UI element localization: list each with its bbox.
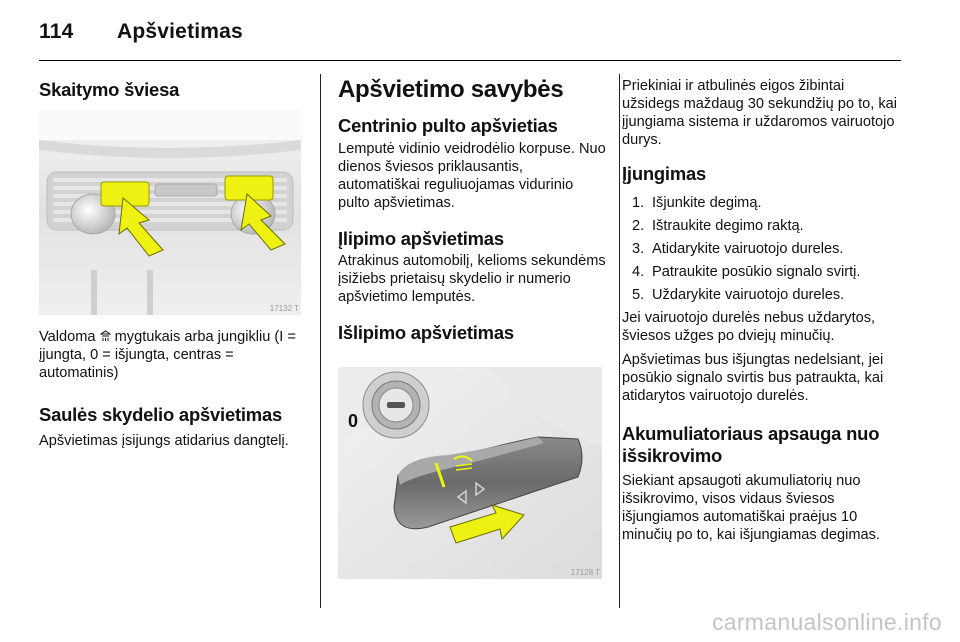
header-rule [39,60,901,61]
reading-light-illustration [39,110,301,315]
heading-console-lighting: Centrinio pulto apšvietias [338,115,558,136]
heading-reading-light: Skaitymo šviesa [39,79,180,100]
column-divider-2 [619,74,620,608]
reading-light-icon [100,329,111,341]
ignition-position-label: 0 [348,411,359,431]
step-item: 2. Ištraukite degimo raktą. [632,218,804,234]
figure-code-label: 17128 T [570,568,600,577]
right-column [622,77,904,544]
reading-text-part1: Valdoma [39,329,100,345]
heading-entry-lighting: Įlipimo apšvietimas [338,228,504,249]
watermark: carmanualsonline.info [711,609,942,635]
middle-column [338,76,608,344]
battery-text: Siekiant apsaugoti akumuliatorių nuo išsikrovimo, visos vidaus šviesos išjungiamos automatiškai praėjus 10 minučių po to, kai išjungiamas degimas. [622,473,880,543]
page-number: 114 [39,20,74,43]
console-text: Lemputė vidinio veidrodėlio korpuse. Nuo dienos šviesos priklausantis, automatiškai reguliuojamas vidurinio pulto apšvietimas. [338,141,606,211]
figure-code-label: 17132 T [269,304,299,313]
step-item: 3. Atidarykite vairuotojo dureles. [632,241,844,257]
entry-text: Atrakinus automobilį, kelioms sekundėms įsižiebs prietaisų skydelio ir numerio apšvietimo lemputės. [338,253,606,305]
column-divider-1 [320,74,321,608]
heading-visor-light: Saulės skydelio apšvietimas [39,404,283,425]
heading-exit-lighting: Išlipimo apšvietimas [338,322,514,343]
reading-text-part2: mygtukais arba jungikliu (I = įjungta, 0 = išjungta, centras = automatinis) [39,329,296,381]
left-column [39,79,307,101]
step-item: 5. Uždarykite vairuotojo dureles. [632,287,845,303]
steps-list [622,194,904,304]
reading-light-figure [39,110,301,315]
turn-signal-lever-illustration [338,367,602,579]
visor-text: Apšvietimas įsijungs atidarius dangtelį. [39,433,289,449]
exit-lighting-figure [338,367,602,579]
page-title: Apšvietimas [117,20,243,43]
reading-light-description [39,328,309,450]
heading-lighting-features: Apšvietimo savybės [338,76,564,103]
intro-text: Priekiniai ir atbulinės eigos žibintai užsidegs maždaug 30 sekundžių po to, kai įjungiama sistema ir uždaromos vairuotojo durys. [622,78,898,148]
heading-battery-protection: Akumuliatoriaus apsauga nuo išsikrovimo [622,423,880,466]
step-item: 1. Išjunkite degimą. [632,195,762,211]
heading-switch-on: Įjungimas [622,163,707,184]
text-switch-off: Apšvietimas bus išjungtas nedelsiant, jei posūkio signalo svirtis bus patraukta, kai atidarytos vairuotojo durelės. [622,352,884,404]
step-item: 4. Patraukite posūkio signalo svirtį. [632,264,861,280]
text-after-steps: Jei vairuotojo durelės nebus uždarytos, šviesos užges po dviejų minučių. [622,310,876,344]
